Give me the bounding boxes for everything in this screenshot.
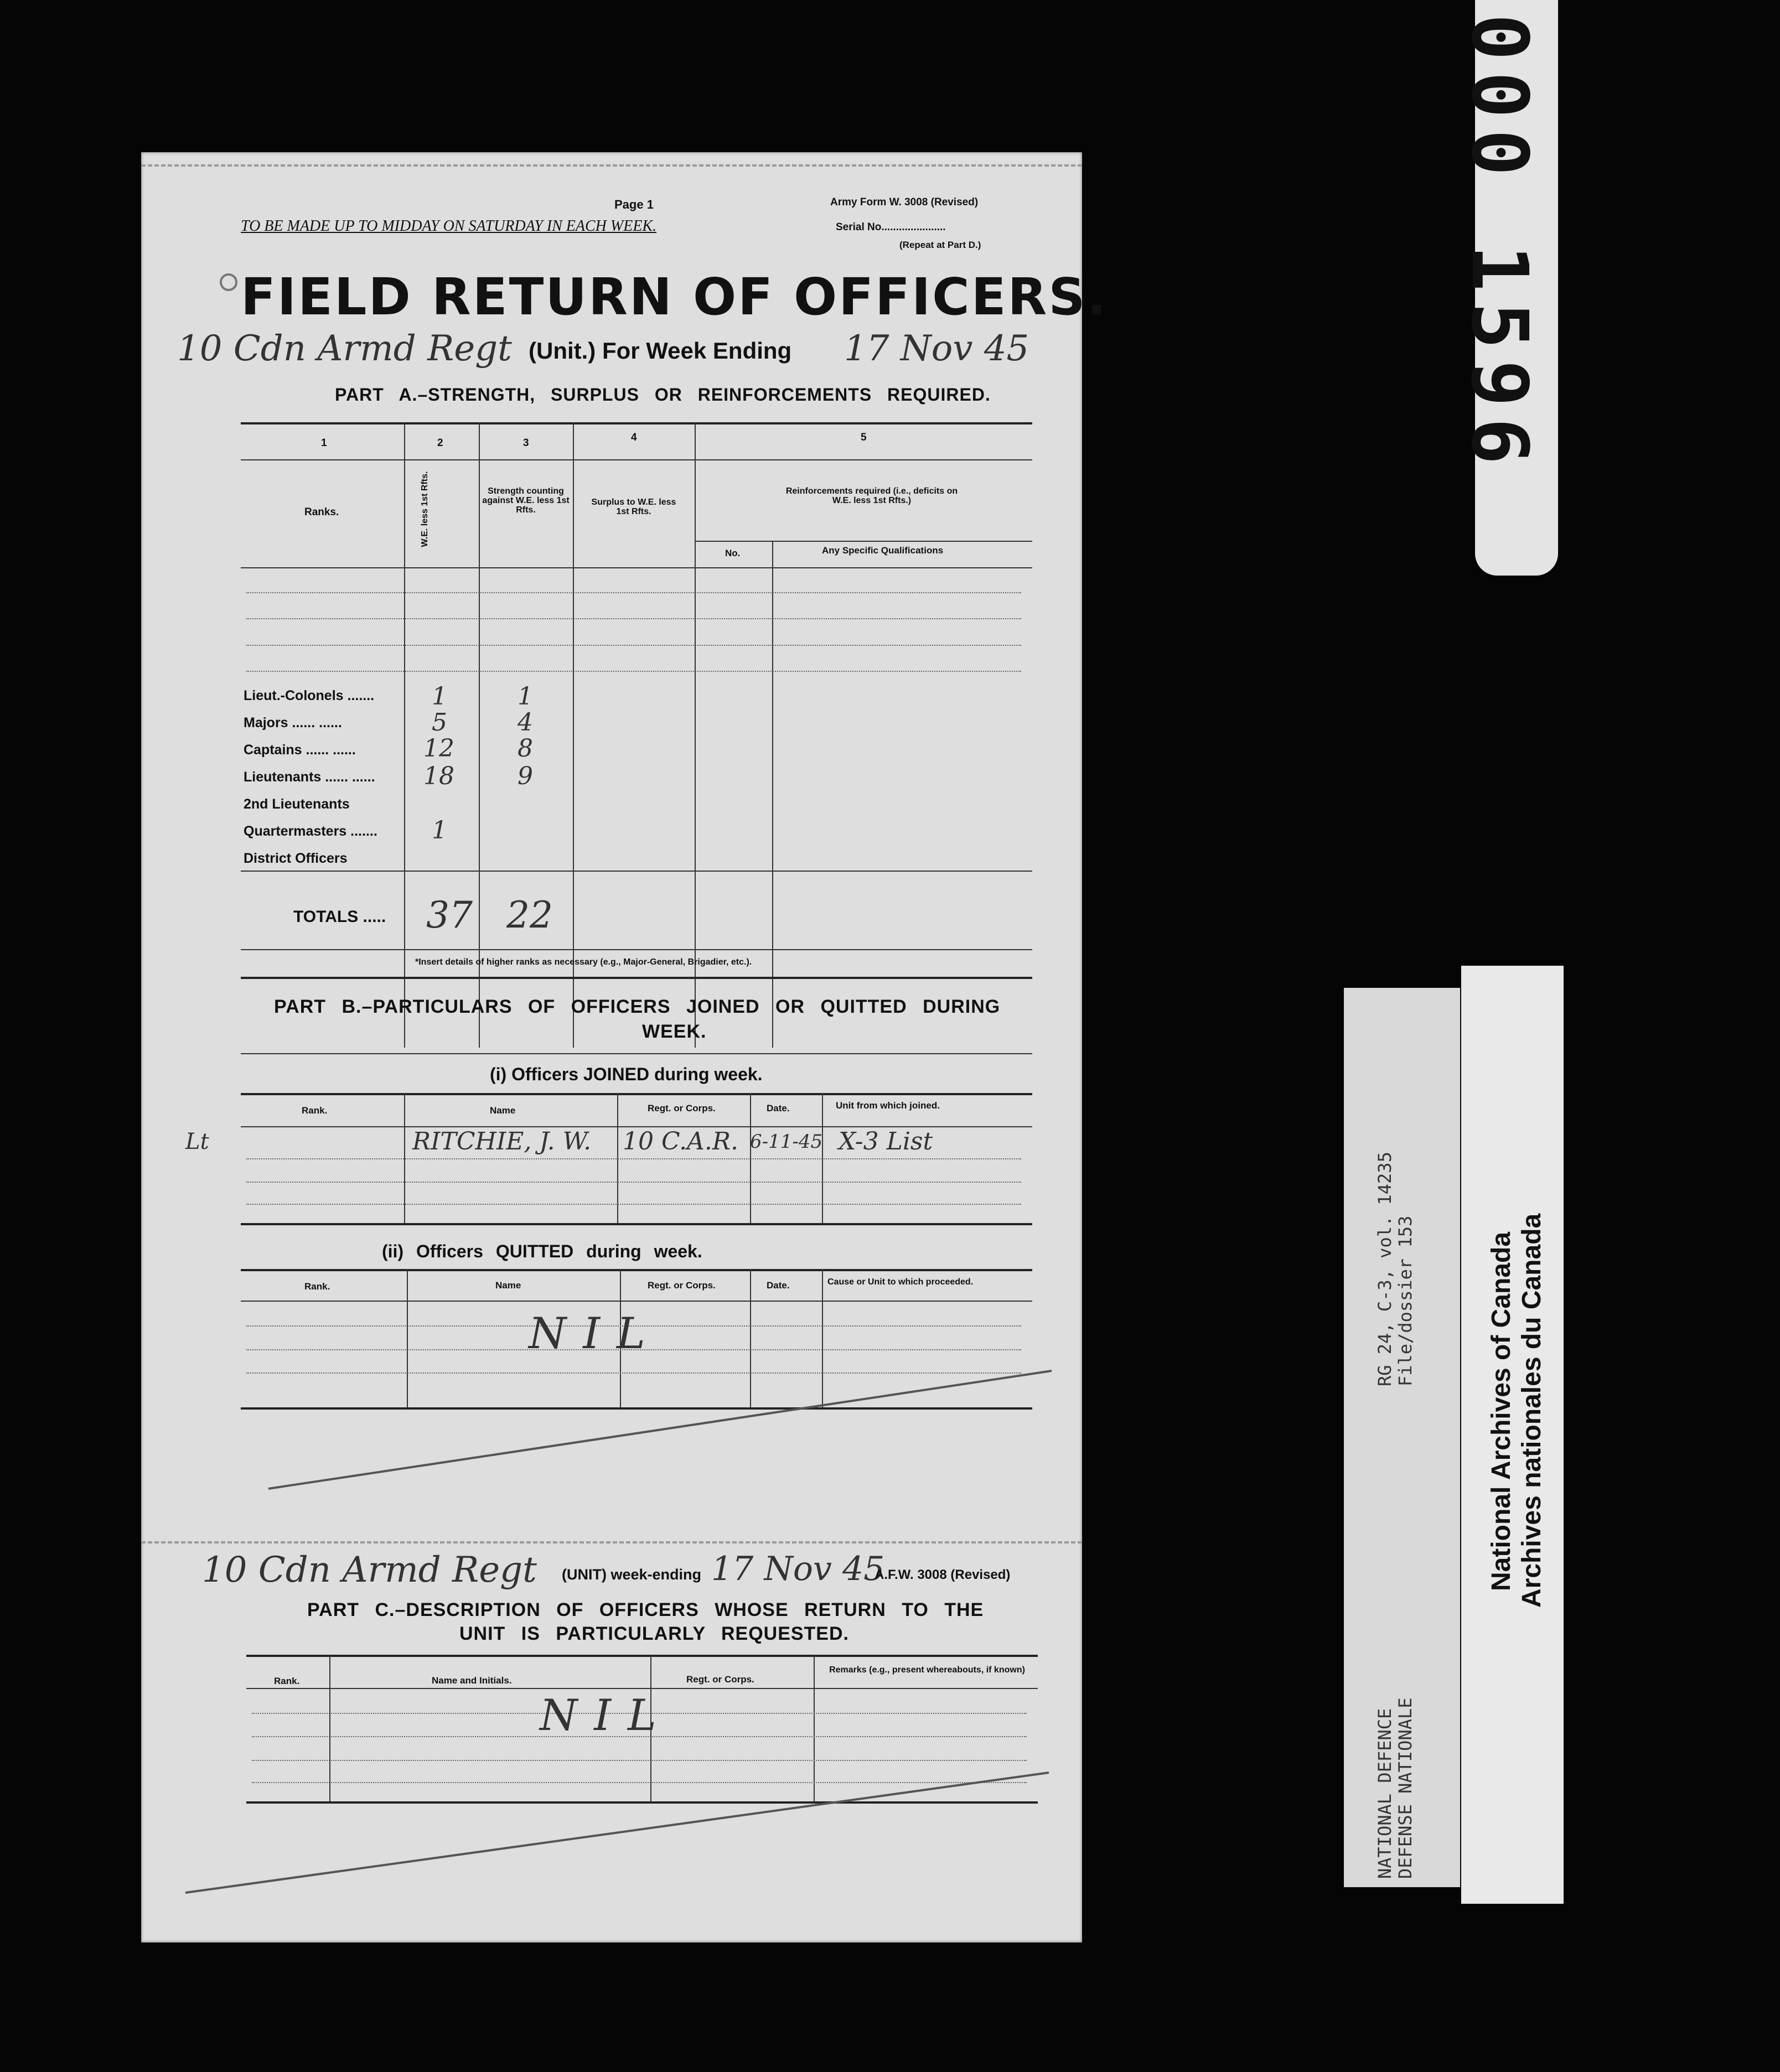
strike-lines	[141, 152, 1082, 1942]
rank-label: Quartermasters .......	[244, 823, 377, 839]
quitted-heading: (ii) Officers QUITTED during week.	[382, 1241, 702, 1261]
col-no-header: No.	[725, 548, 741, 558]
rank-label: 2nd Lieutenants	[244, 796, 350, 812]
part-c-form-number: A.F.W. 3008 (Revised)	[875, 1567, 1011, 1582]
part-c-col-name: Name and Initials.	[432, 1675, 512, 1686]
col-surplus-header: Surplus to W.E. less 1st Rfts.	[591, 498, 676, 516]
part-c-col-remarks: Remarks (e.g., present whereabouts, if known)	[829, 1665, 1025, 1675]
part-c-heading-2: UNIT IS PARTICULARLY REQUESTED.	[459, 1623, 849, 1644]
col-strength-header: Strength counting against W.E. less 1st Rfts.	[482, 486, 570, 515]
quitted-nil: NIL	[529, 1309, 662, 1359]
col-number-4: 4	[631, 432, 637, 443]
rank-label: District Officers	[244, 851, 348, 866]
joined-unit: X-3 List	[839, 1127, 933, 1156]
archive-name-card	[1461, 966, 1564, 1904]
quitted-col-name: Name	[495, 1280, 521, 1291]
dept-line-1: NATIONAL DEFENCE	[1374, 1708, 1395, 1879]
we-value: 5	[432, 708, 447, 737]
unit-week-label: (Unit.) For Week Ending	[529, 338, 792, 364]
joined-col-date: Date.	[767, 1103, 790, 1113]
we-value: 18	[423, 762, 454, 790]
rank-label: Captains ...... ......	[244, 742, 356, 758]
rank-label: Lieutenants ...... ......	[244, 769, 375, 785]
joined-name: RITCHIE, J. W.	[412, 1127, 592, 1156]
joined-col-corps: Regt. or Corps.	[648, 1103, 716, 1113]
joined-corps: 10 C.A.R.	[623, 1127, 738, 1156]
part-c-col-corps: Regt. or Corps.	[686, 1674, 754, 1685]
col-qual-header: Any Specific Qualifications	[822, 545, 944, 556]
totals-label: TOTALS .....	[293, 908, 386, 926]
we-value: 1	[432, 816, 447, 845]
part-c-week-handwritten: 17 Nov 45	[711, 1550, 885, 1588]
page-number: Page 1	[614, 198, 654, 211]
archive-ref-card	[1344, 988, 1460, 1887]
unit-handwritten: 10 Cdn Armd Regt	[177, 328, 512, 369]
totals-we: 37	[426, 894, 473, 936]
part-c-strike-line	[185, 1773, 1049, 1893]
field-return-form	[141, 152, 1108, 1942]
rank-label: Majors ...... ......	[244, 715, 342, 731]
col-number-1: 1	[321, 437, 327, 449]
frame-number-strip	[1454, 0, 1558, 576]
col-reinf-header: Reinforcements required (i.e., deficits on W.E. less 1st Rfts.)	[785, 486, 958, 505]
week-ending-handwritten: 17 Nov 45	[844, 328, 1029, 369]
ref-line-2: File/dossier 153	[1395, 1215, 1416, 1386]
col-ranks-header: Ranks.	[304, 506, 339, 518]
joined-col-name: Name	[490, 1105, 516, 1116]
page-title: FIELD RETURN OF OFFICERS.	[241, 267, 1108, 327]
part-a-heading: PART A.–STRENGTH, SURPLUS OR REINFORCEMENTS REQUIRED.	[335, 385, 991, 405]
ref-line-1: RG 24, C-3, vol. 14235	[1374, 1152, 1395, 1386]
part-b-heading-1: PART B.–PARTICULARS OF OFFICERS JOINED OR QUITTED DURING	[274, 996, 1001, 1017]
part-b-strike-line	[268, 1371, 1052, 1489]
joined-col-rank: Rank.	[302, 1105, 328, 1116]
quitted-col-rank: Rank.	[304, 1281, 330, 1292]
part-c-nil: NIL	[540, 1691, 673, 1741]
quitted-col-corps: Regt. or Corps.	[648, 1280, 716, 1291]
joined-date: 6-11-45	[750, 1131, 823, 1153]
part-c-col-rank: Rank.	[274, 1676, 300, 1686]
frame-number: 000 1596	[1454, 14, 1544, 476]
col-we-header: W.E. less 1st Rfts.	[420, 471, 430, 547]
we-value: 12	[423, 734, 454, 763]
repeat-note: (Repeat at Part D.)	[899, 240, 981, 250]
we-value: 1	[432, 682, 447, 711]
part-c-heading-1: PART C.–DESCRIPTION OF OFFICERS WHOSE RETURN TO THE	[307, 1599, 984, 1620]
quitted-col-cause: Cause or Unit to which proceeded.	[827, 1277, 974, 1287]
joined-heading: (i) Officers JOINED during week.	[490, 1064, 763, 1084]
part-a-footnote: *Insert details of higher ranks as necessary (e.g., Major-General, Brigadier, etc.).	[415, 957, 752, 967]
part-b-heading-2: WEEK.	[642, 1021, 707, 1042]
joined-rank: Lt	[185, 1129, 209, 1154]
col-number-5: 5	[861, 432, 867, 443]
instruction: TO BE MADE UP TO MIDDAY ON SATURDAY IN EACH WEEK.	[241, 217, 657, 235]
part-c-unit-handwritten: 10 Cdn Armd Regt	[202, 1550, 537, 1591]
punch-mark	[221, 274, 236, 290]
archive-name-fr: Archives nationales du Canada	[1517, 1213, 1546, 1608]
form-number: Army Form W. 3008 (Revised)	[830, 196, 979, 208]
dept-line-2: DEFENSE NATIONALE	[1395, 1697, 1416, 1879]
rank-label: Lieut.-Colonels .......	[244, 688, 375, 703]
part-c-unit-label: (UNIT) week-ending	[562, 1566, 702, 1583]
totals-strength: 22	[506, 894, 553, 936]
serial-no: Serial No......................	[836, 221, 946, 233]
strength-value: 9	[518, 762, 533, 790]
strength-value: 4	[518, 708, 533, 737]
joined-col-unit: Unit from which joined.	[836, 1100, 940, 1111]
col-number-2: 2	[437, 437, 443, 449]
quitted-col-date: Date.	[767, 1280, 790, 1291]
strength-value: 8	[518, 734, 533, 763]
archive-name-en: National Archives of Canada	[1487, 1231, 1516, 1591]
col-number-3: 3	[523, 437, 529, 449]
strength-value: 1	[518, 682, 533, 711]
